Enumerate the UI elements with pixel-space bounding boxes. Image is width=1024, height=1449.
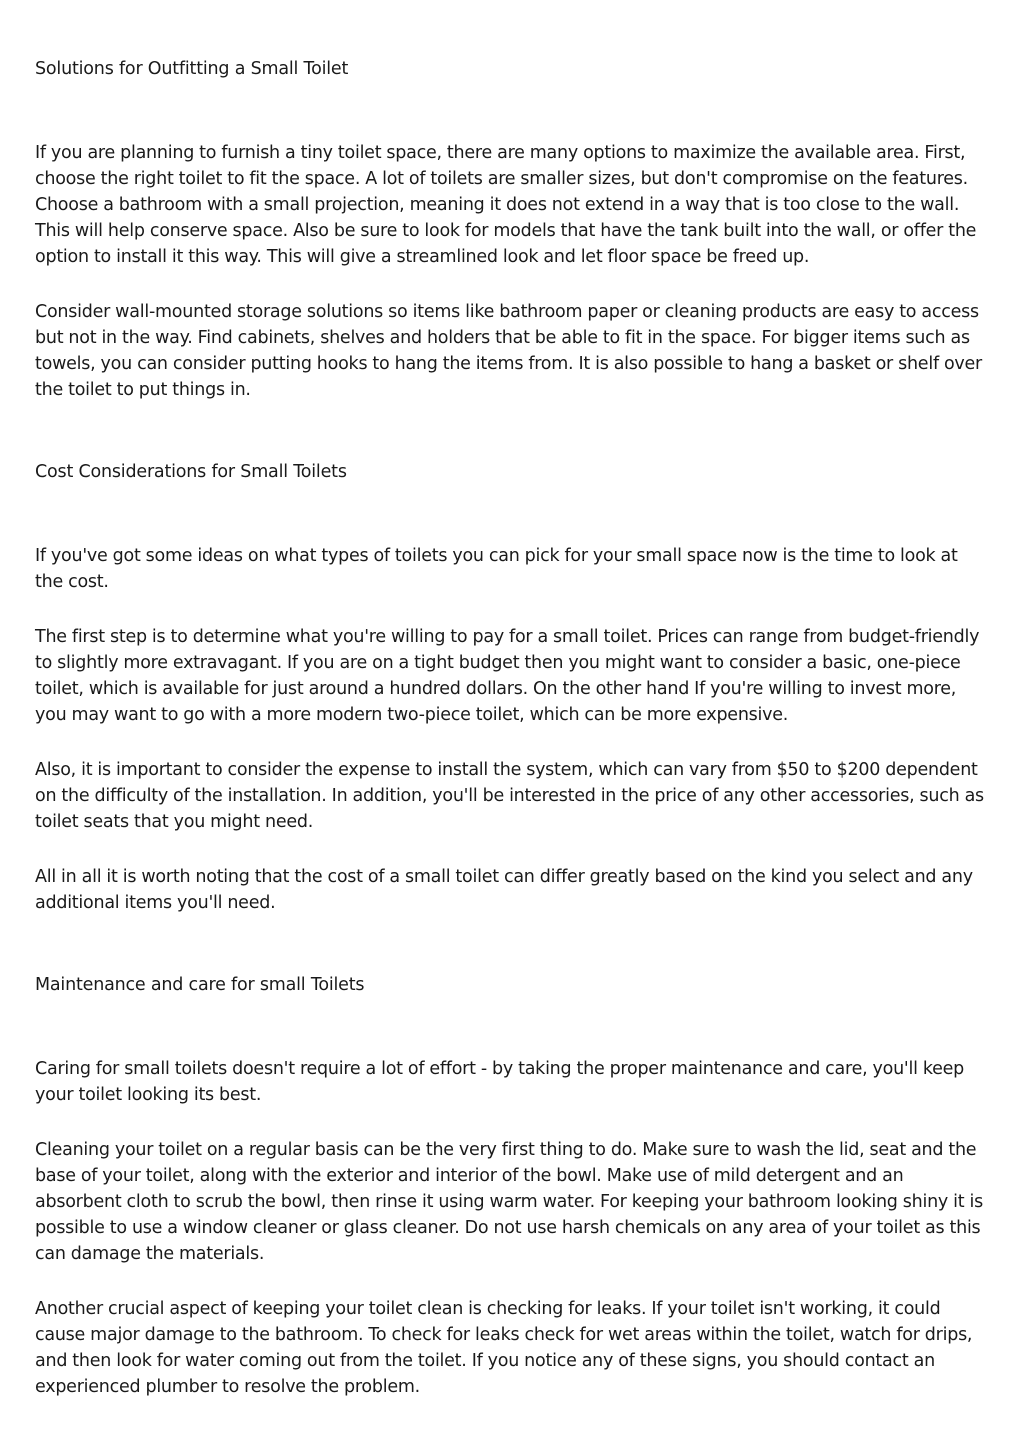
paragraph: Cleaning your toilet on a regular basis can be the very first thing to do. Make sure to wash the lid, seat and the base of your toilet, along with the exterior and interior of the bowl. Make use of mild detergent and an absorbent cloth to scrub the bowl, then rinse it using warm water. For keeping your bathroom looking shiny it is possible to use a window cleaner or glass cleaner. Do not use harsh chemicals on any area of your toilet as this can damage the materials. — [35, 1140, 983, 1264]
section-heading-outfitting: Solutions for Outfitting a Small Toilet — [35, 59, 349, 79]
paragraph: The first step is to determine what you're willing to pay for a small toilet. Prices can range from budget-friendly to slightly more extravagant. If you are on a tight budget then you might want to consider a basic, one-piece toilet, which is available for just around a hundred dollars. On the other hand If you're willing to invest more, you may want to go with a more modern two-piece toilet, which can be more expensive. — [35, 627, 980, 725]
spacer — [35, 728, 990, 757]
paragraph: If you are planning to furnish a tiny toilet space, there are many options to maximize the available area. First, choose the right toilet to fit the space. A lot of toilets are smaller sizes, but don't compromise on the features. Choose a bathroom with a small projection, meaning it does not extend in a way that is too close to the wall. This will help conserve space. Also be sure to look for models that have the tank built into the wall, or offer the option to install it this way. This will give a streamlined look and let floor space be freed up. — [35, 143, 977, 267]
paragraph: All in all it is worth noting that the cost of a small toilet can differ greatly based on the kind you select and any additional items you'll need. — [35, 867, 973, 913]
spacer — [35, 403, 990, 459]
paragraph: Consider wall-mounted storage solutions so items like bathroom paper or cleaning products are easy to access but not in the way. Find cabinets, shelves and holders that be able to fit in the space. For bigger items such as towels, you can consider putting hooks to hang the items from. It is also possible to hang a basket or shelf over the toilet to put things in. — [35, 302, 982, 400]
spacer — [35, 1108, 990, 1137]
spacer — [35, 998, 990, 1056]
section-heading-maintenance: Maintenance and care for small Toilets — [35, 975, 365, 995]
paragraph: Caring for small toilets doesn't require a lot of effort - by taking the proper maintenance and care, you'll keep your toilet looking its best. — [35, 1059, 964, 1105]
section-heading-cost: Cost Considerations for Small Toilets — [35, 462, 347, 482]
spacer — [35, 1267, 990, 1296]
spacer — [35, 270, 990, 299]
spacer — [35, 835, 990, 864]
paragraph: If you've got some ideas on what types of toilets you can pick for your small space now is the time to look at the cost. — [35, 546, 958, 592]
spacer — [35, 595, 990, 624]
paragraph: Also, it is important to consider the expense to install the system, which can vary from $50 to $200 dependent on the difficulty of the installation. In addition, you'll be interested in the price of any other accessories, such as toilet seats that you might need. — [35, 760, 984, 832]
paragraph: Another crucial aspect of keeping your toilet clean is checking for leaks. If your toilet isn't working, it could cause major damage to the bathroom. To check for leaks check for wet areas within the toilet, watch for drips, and then look for water coming out from the toilet. If you notice any of these signs, you should contact an experienced plumber to resolve the problem. — [35, 1299, 973, 1397]
spacer — [35, 916, 990, 972]
spacer — [35, 82, 990, 140]
spacer — [35, 485, 990, 543]
